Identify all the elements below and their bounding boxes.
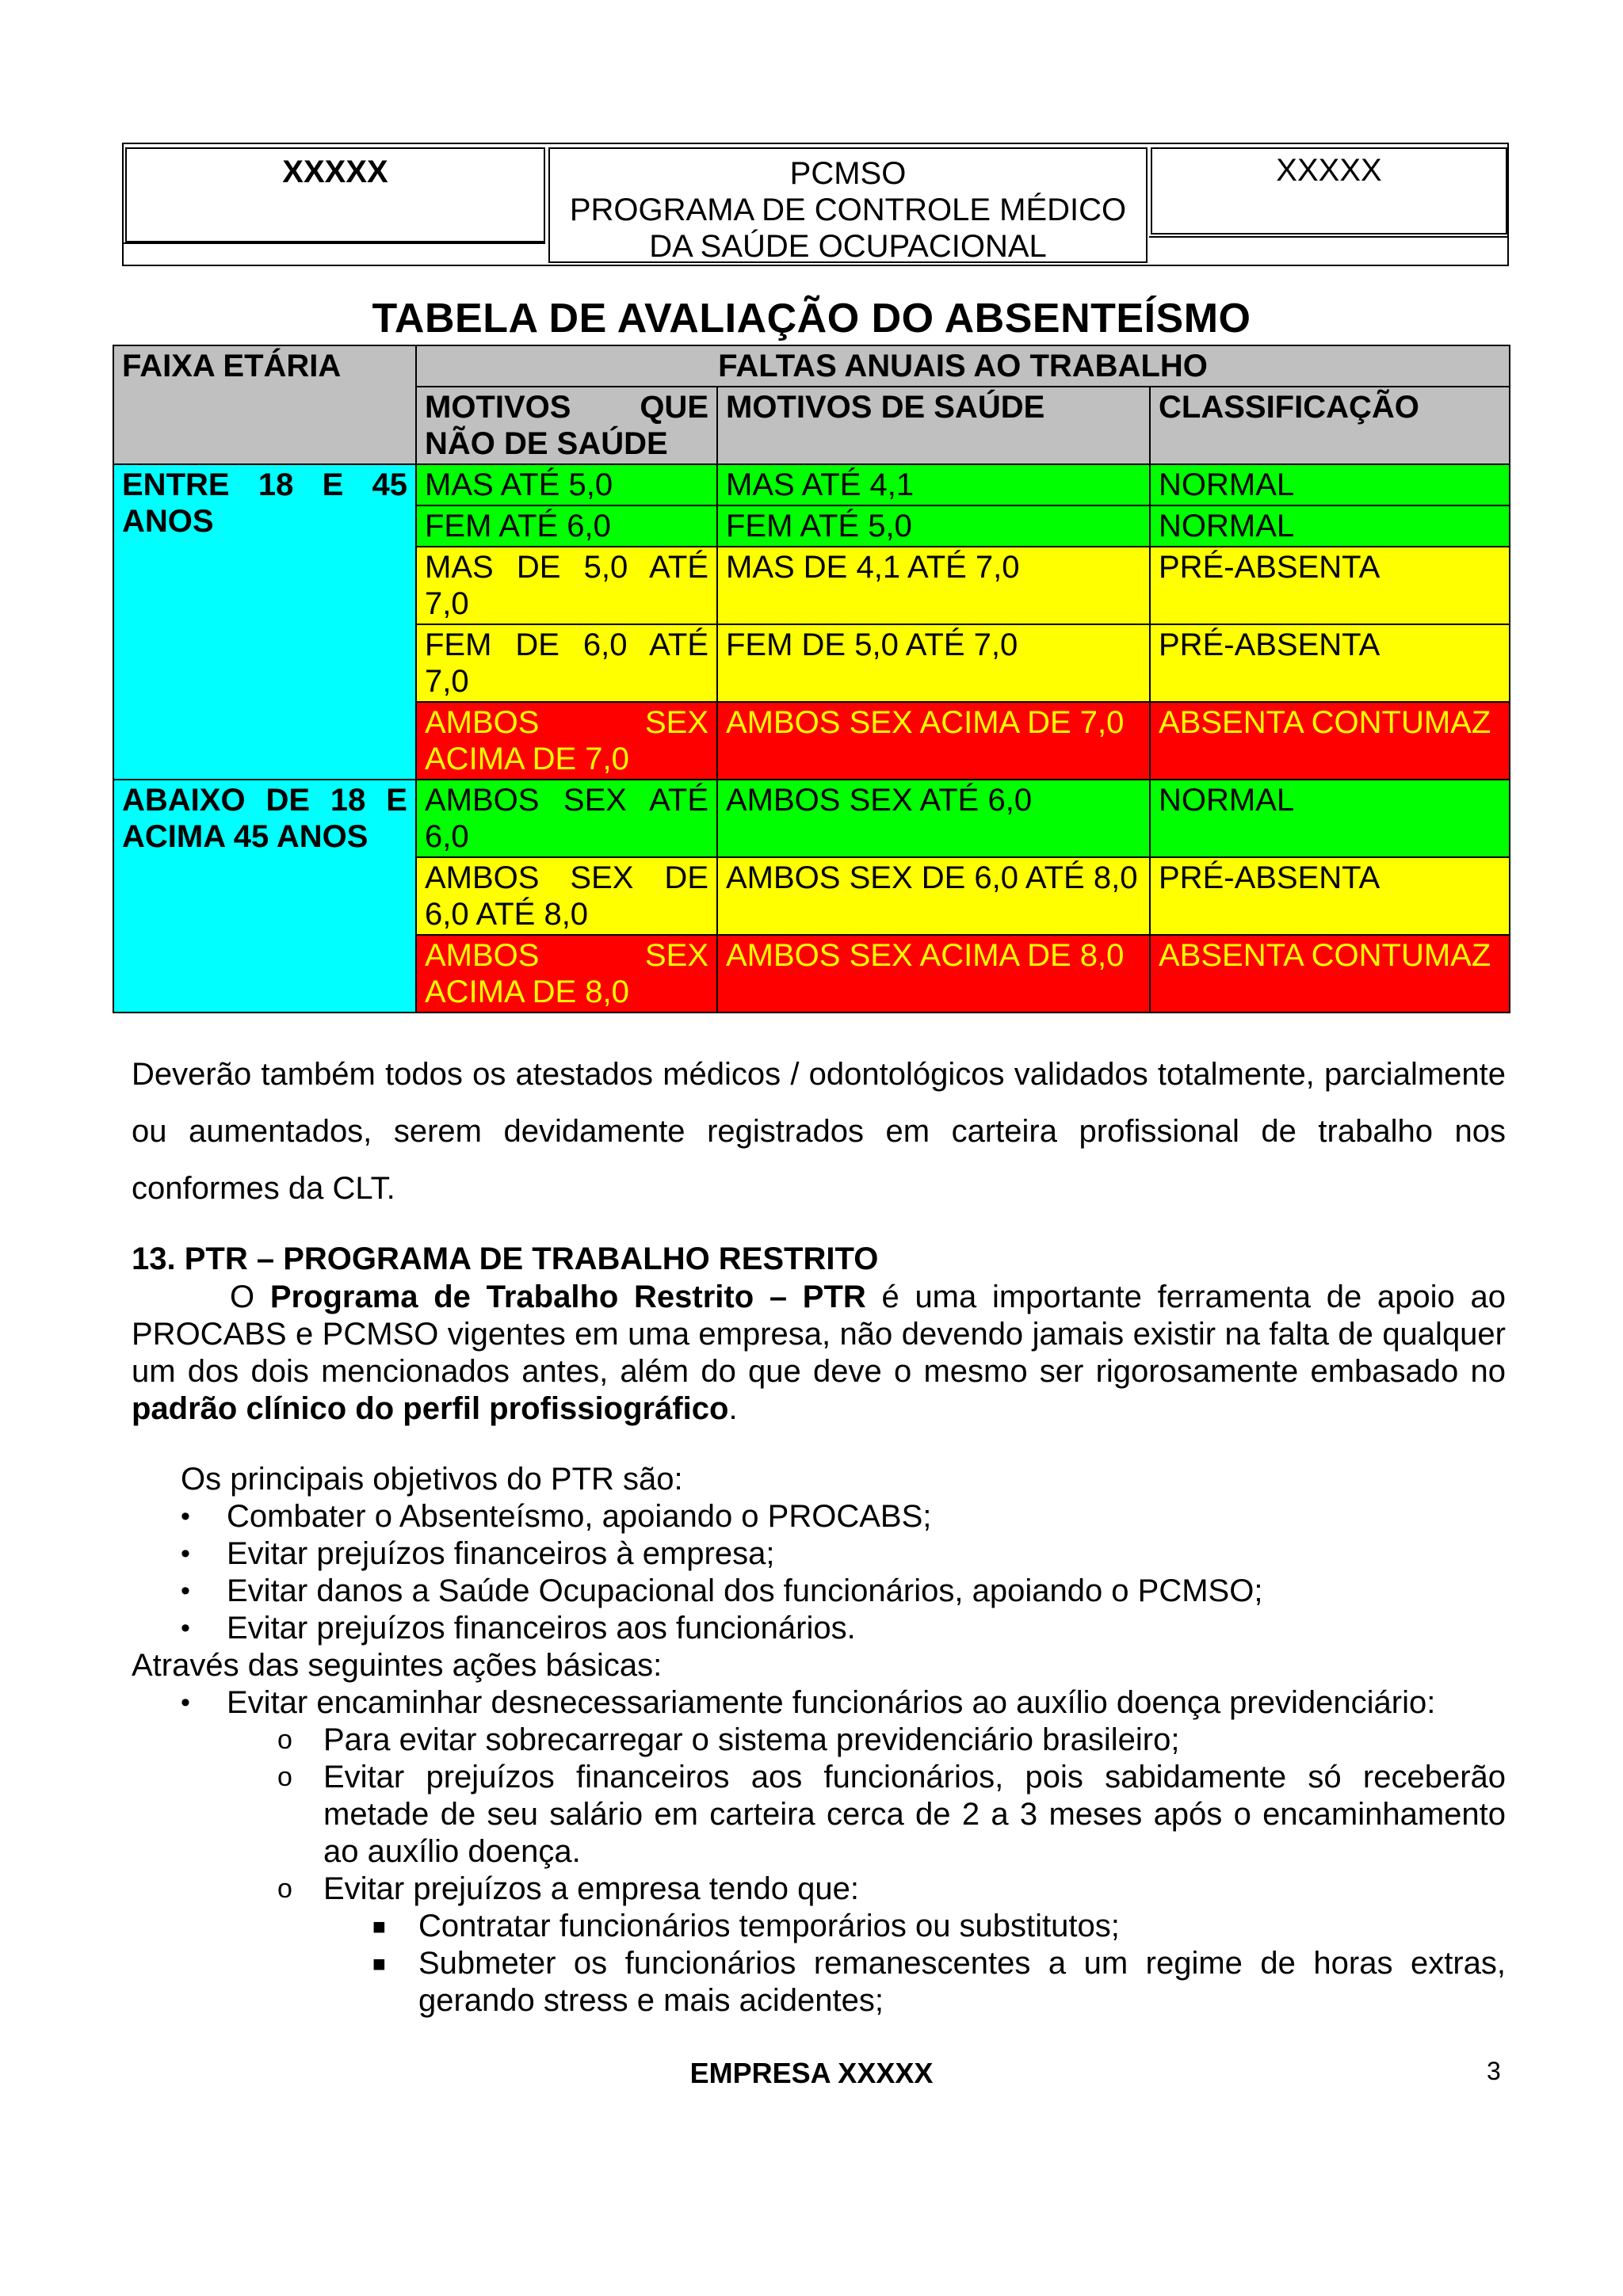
cell-classification: ABSENTA CONTUMAZ	[1150, 935, 1510, 1013]
table-header-row	[113, 345, 1510, 387]
cell-classification: NORMAL	[1150, 464, 1510, 505]
header-age: FAIXA ETÁRIA	[113, 345, 416, 464]
cell-classification: PRÉ-ABSENTA	[1150, 547, 1510, 624]
list-item: • Evitar prejuízos financeiros à empresa;	[181, 1536, 775, 1571]
list-item: • Evitar danos a Saúde Ocupacional dos funcionários, apoiando o PCMSO;	[181, 1573, 1263, 1608]
cell-classification: PRÉ-ABSENTA	[1150, 624, 1510, 702]
cell-health: AMBOS SEX ATÉ 6,0	[717, 780, 1150, 857]
cell-health: FEM DE 5,0 ATÉ 7,0	[717, 624, 1150, 702]
table-row	[113, 780, 1510, 857]
circle-bullet-icon: o	[277, 1725, 292, 1755]
sub-list-item: o Para evitar sobrecarregar o sistema previdenciário brasileiro;	[277, 1722, 1180, 1757]
header-non-health: MOTIVOS QUE NÃO DE SAÚDE	[416, 387, 717, 464]
header-right-cell: XXXXX	[1151, 147, 1507, 235]
cell-health: AMBOS SEX ACIMA DE 8,0	[717, 935, 1150, 1013]
actions-intro: Através das seguintes ações básicas:	[132, 1648, 663, 1683]
page-number: 3	[1487, 2057, 1501, 2085]
list-item: • Evitar encaminhar desnecessariamente funcionários ao auxílio doença previdenciário:	[181, 1685, 1436, 1720]
paragraph-atestados: Deverão também todos os atestados médicos / odontológicos validados totalmente, parcialmente ou aumentados, serem devidamente registrados em carteira profissional de trabalho nos conformes da CLT.	[132, 1057, 1506, 1206]
header-health: MOTIVOS DE SAÚDE	[717, 387, 1150, 464]
bullet-icon: •	[181, 1539, 190, 1569]
header-classification: CLASSIFICAÇÃO	[1150, 387, 1510, 464]
cell-classification: NORMAL	[1150, 505, 1510, 547]
age-group-2: ABAIXO DE 18 E ACIMA 45 ANOS	[113, 780, 416, 1013]
header-middle-cell	[548, 147, 1148, 263]
cell-classification: PRÉ-ABSENTA	[1150, 857, 1510, 935]
header-line-2: PROGRAMA DE CONTROLE MÉDICO	[569, 193, 1127, 227]
para-start: O	[230, 1280, 270, 1314]
cell-non-health: AMBOS SEX ACIMA DE 8,0	[416, 935, 717, 1013]
age-group-1: ENTRE 18 E 45 ANOS	[113, 464, 416, 780]
absenteeism-table	[113, 345, 1510, 1013]
header-divider	[124, 242, 545, 244]
bullet-icon: •	[181, 1576, 190, 1606]
section-paragraph	[132, 1279, 1506, 1428]
header-line-3: DA SAÚDE OCUPACIONAL	[649, 229, 1047, 264]
sub-list-item: o Evitar prejuízos financeiros aos funcionários, pois sabidamente só receberão metade de seu salário em carteira cerca de 2 a 3 meses após o encaminhamento ao auxílio doença.	[277, 1760, 1506, 1869]
para-middle: é uma importante ferramenta de apoio ao PROCABS e PCMSO vigentes em uma empresa, não devendo jamais existir na falta de qualquer um dos dois mencionados antes, além do que deve o mesmo ser rigorosamente embasado no	[132, 1280, 1506, 1389]
header-left-cell: XXXXX	[125, 147, 545, 242]
cell-health: AMBOS SEX DE 6,0 ATÉ 8,0	[717, 857, 1150, 935]
para-bold-profile: padrão clínico do perfil profissiográfico	[132, 1391, 729, 1426]
square-bullet-icon: ■	[372, 1914, 386, 1939]
table-title: TABELA DE AVALIAÇÃO DO ABSENTEÍSMO	[372, 296, 1251, 341]
footer-company: EMPRESA XXXXX	[689, 2057, 934, 2089]
cell-non-health: MAS DE 5,0 ATÉ 7,0	[416, 547, 717, 624]
list-item: • Evitar prejuízos financeiros aos funcionários.	[181, 1611, 856, 1646]
square-bullet-icon: ■	[372, 1951, 386, 1976]
sub-list-item: o Evitar prejuízos a empresa tendo que:	[277, 1871, 859, 1906]
bullet-icon: •	[181, 1688, 190, 1718]
cell-health: MAS ATÉ 4,1	[717, 464, 1150, 505]
cell-classification: NORMAL	[1150, 780, 1510, 857]
section-heading: 13. PTR – PROGRAMA DE TRABALHO RESTRITO	[132, 1241, 879, 1276]
sub-sub-list-item: ■ Contratar funcionários temporários ou substitutos;	[372, 1909, 1120, 1943]
bullet-icon: •	[181, 1613, 190, 1643]
header-divider-right	[1149, 236, 1507, 238]
cell-non-health: AMBOS SEX ACIMA DE 7,0	[416, 702, 717, 780]
cell-non-health: AMBOS SEX DE 6,0 ATÉ 8,0	[416, 857, 717, 935]
cell-health: MAS DE 4,1 ATÉ 7,0	[717, 547, 1150, 624]
cell-non-health: FEM ATÉ 6,0	[416, 505, 717, 547]
circle-bullet-icon: o	[277, 1762, 292, 1792]
sub-sub-list-item: ■ Submeter os funcionários remanescentes a um regime de horas extras, gerando stress e mais acidentes;	[372, 1946, 1506, 2018]
document-header	[122, 143, 1509, 266]
objectives-intro: Os principais objetivos do PTR são:	[181, 1462, 683, 1497]
cell-health: AMBOS SEX ACIMA DE 7,0	[717, 702, 1150, 780]
cell-health: FEM ATÉ 5,0	[717, 505, 1150, 547]
header-line-1: PCMSO	[789, 156, 907, 191]
para-bold-ptr: Programa de Trabalho Restrito – PTR	[269, 1280, 866, 1314]
list-item: • Combater o Absenteísmo, apoiando o PROCABS;	[181, 1499, 932, 1534]
cell-classification: ABSENTA CONTUMAZ	[1150, 702, 1510, 780]
header-group: FALTAS ANUAIS AO TRABALHO	[416, 345, 1510, 387]
cell-non-health: FEM DE 6,0 ATÉ 7,0	[416, 624, 717, 702]
circle-bullet-icon: o	[277, 1874, 292, 1904]
table-row	[113, 464, 1510, 505]
objectives-block	[132, 1461, 1506, 2019]
para-end: .	[728, 1391, 738, 1426]
cell-non-health: MAS ATÉ 5,0	[416, 464, 717, 505]
bullet-icon: •	[181, 1501, 190, 1531]
cell-non-health: AMBOS SEX ATÉ 6,0	[416, 780, 717, 857]
